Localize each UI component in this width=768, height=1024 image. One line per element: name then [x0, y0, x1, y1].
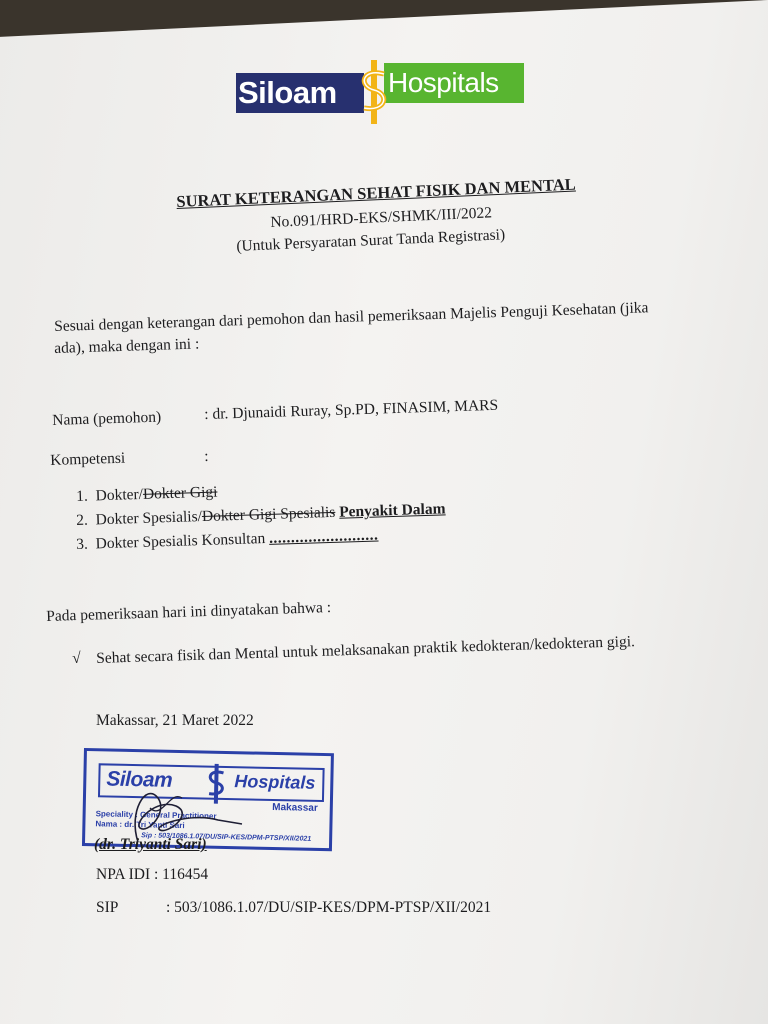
document-title: SURAT KETERANGAN SEHAT FISIK DAN MENTAL — [176, 174, 577, 211]
competency-specialty: Penyakit Dalam — [338, 500, 446, 521]
sip-label: SIP — [96, 899, 119, 916]
document-number: No.091/HRD-EKS/SHMK/III/2022 — [270, 204, 493, 231]
siloam-symbol-icon — [354, 60, 394, 124]
siloam-logo — [236, 60, 526, 124]
competency-colon: : — [204, 447, 209, 465]
competency-number: 2. — [76, 511, 89, 529]
competency-struck-text: Dokter Gigi Spesialis — [201, 503, 336, 526]
intro-line-1: Sesuai dengan keterangan dari pemohon dan hasil pemeriksaan Majelis Penguji Kesehatan (jika — [54, 299, 649, 335]
stamp-speciality: Speciality : General Practitioner — [95, 809, 217, 821]
competency-text: Dokter Spesialis/ — [95, 508, 203, 529]
competency-label: Kompetensi — [50, 449, 126, 469]
logo-brand-right: Hospitals — [384, 63, 524, 103]
place-date: Makassar, 21 Maret 2022 — [96, 712, 254, 729]
competency-blank: ......................... — [268, 526, 379, 547]
stamp-brand-right: Hospitals — [234, 771, 316, 793]
sip-value: : 503/1086.1.07/DU/SIP-KES/DPM-PTSP/XII/2021 — [166, 899, 492, 916]
competency-number: 1. — [76, 487, 89, 505]
competency-text: Dokter/ — [95, 485, 144, 505]
logo-brand-left: Siloam — [236, 73, 364, 113]
document-purpose: (Untuk Persyaratan Surat Tanda Registrasi) — [236, 226, 506, 255]
npa-idi: NPA IDI : 116454 — [96, 866, 209, 883]
stamp-sip: Sip : 503/1086.1.07/DU/SIP-KES/DPM-PTSP/XII/2021 — [141, 832, 312, 843]
name-label: Nama (pemohon) — [52, 408, 162, 429]
finding-statement: Sehat secara fisik dan Mental untuk melaksanakan praktik kedokteran/kedokteran gigi. — [96, 633, 636, 667]
finding-intro: Pada pemeriksaan hari ini dinyatakan bahwa : — [46, 599, 332, 625]
name-value: : dr. Djunaidi Ruray, Sp.PD, FINASIM, MARS — [204, 396, 499, 423]
doctor-name: (dr. Triyanti Sari) — [94, 836, 207, 853]
competency-number: 3. — [76, 535, 89, 553]
check-mark-icon: √ — [72, 649, 82, 667]
stamp-doctor-name: Nama : dr. Tri Yanti Sari — [95, 819, 185, 831]
stamp-city: Makassar — [272, 801, 318, 814]
intro-line-2: ada), maka dengan ini : — [54, 335, 200, 357]
competency-struck-text: Dokter Gigi — [142, 483, 218, 503]
competency-text: Dokter Spesialis Konsultan — [95, 530, 266, 553]
stamp-brand-left: Siloam — [106, 767, 173, 792]
